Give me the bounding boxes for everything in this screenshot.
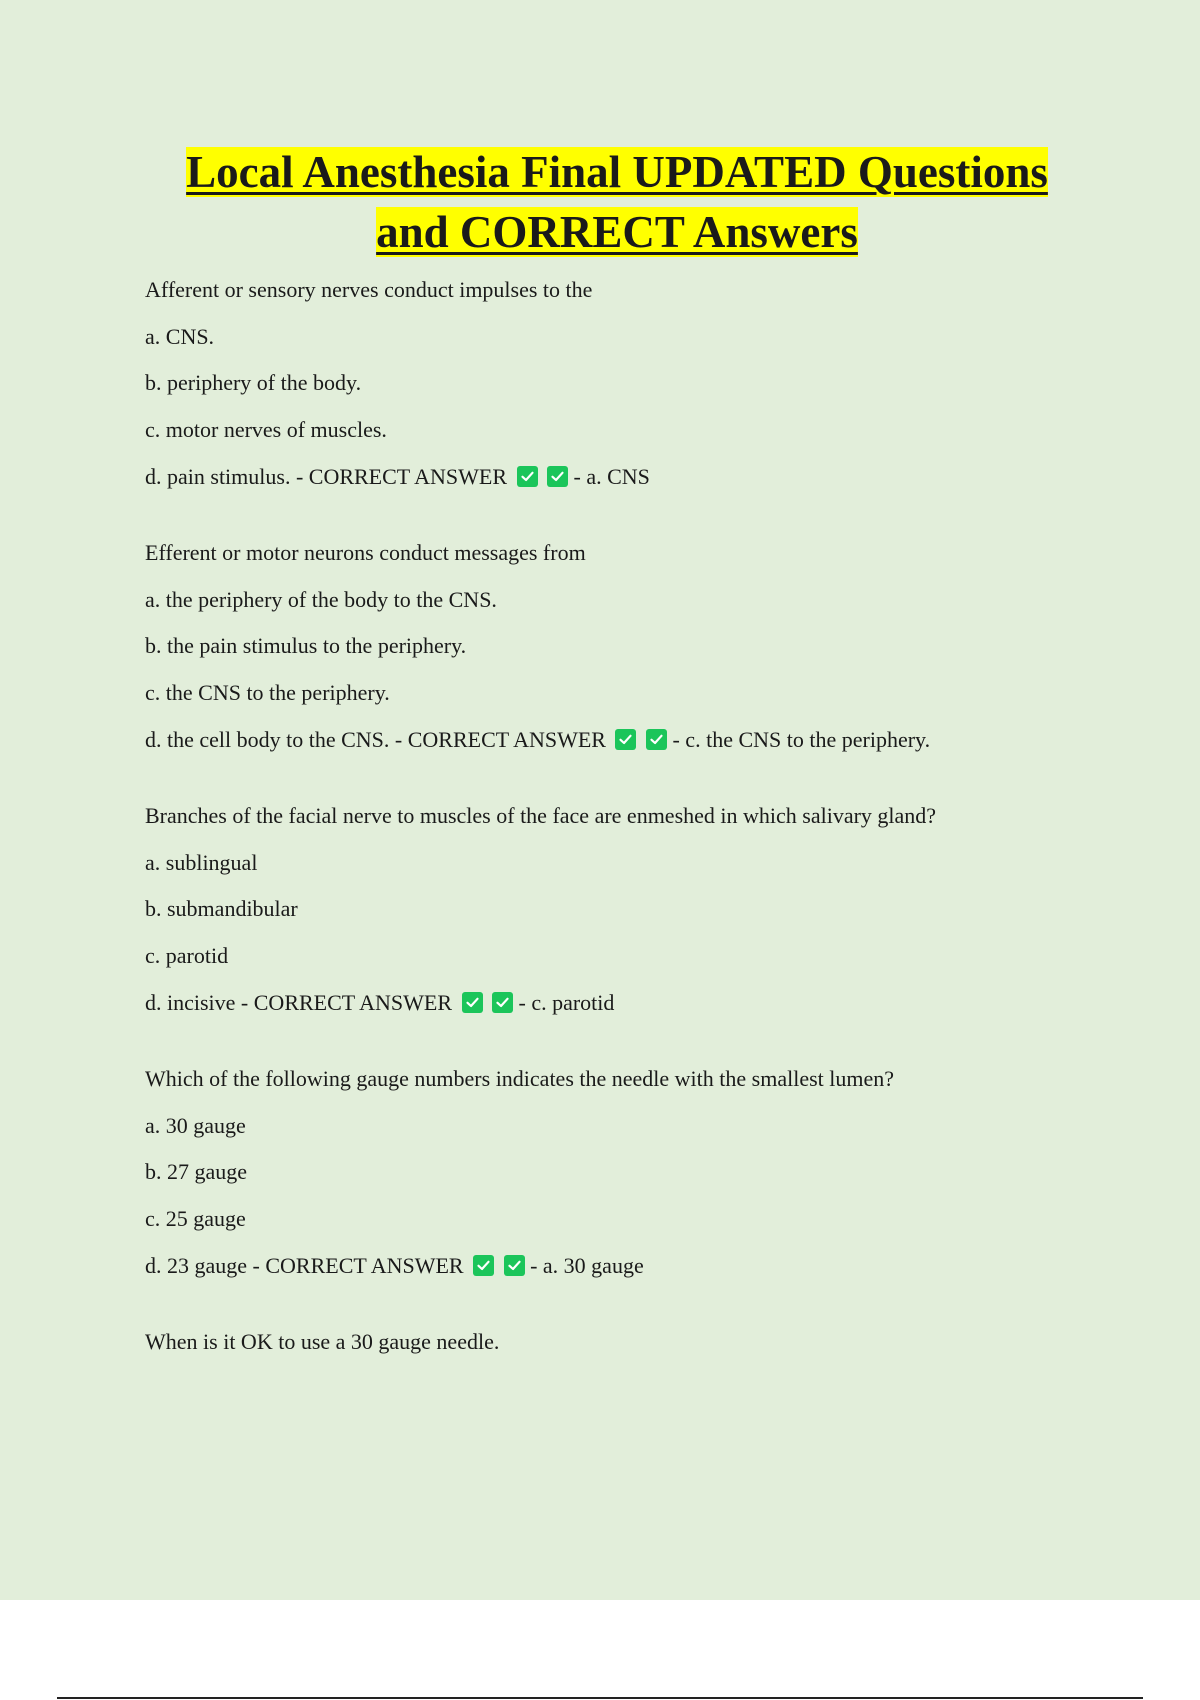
check-mark-icon	[517, 466, 538, 487]
question-stem: When is it OK to use a 30 gauge needle.	[145, 1329, 500, 1354]
option-c: c. parotid	[145, 942, 229, 968]
correct-answer: - a. CNS	[573, 464, 650, 489]
check-mark-icon	[646, 729, 667, 750]
option-a: a. CNS.	[145, 323, 215, 349]
question-stem: Efferent or motor neurons conduct messages from	[145, 540, 586, 565]
question-block	[145, 276, 1065, 492]
check-mark-icon	[462, 992, 483, 1013]
correct-answer: - c. the CNS to the periphery.	[672, 727, 931, 752]
page-title	[0, 142, 1200, 262]
option-b: b. the pain stimulus to the periphery.	[145, 633, 467, 658]
question-stem: Branches of the facial nerve to muscles of the face are enmeshed in which salivary gland?	[145, 803, 937, 828]
option-b: b. submandibular	[145, 896, 298, 921]
option-a: a. sublingual	[145, 849, 258, 875]
option-c: c. 25 gauge	[145, 1205, 246, 1231]
check-mark-icon	[492, 992, 513, 1013]
question-list	[145, 276, 1065, 1402]
question-stem: Afferent or sensory nerves conduct impulses to the	[145, 277, 593, 302]
question-stem: Which of the following gauge numbers indicates the needle with the smallest lumen?	[145, 1066, 895, 1091]
question-block	[145, 539, 1065, 755]
answer-line	[145, 462, 1065, 492]
answer-line	[145, 988, 1065, 1018]
answer-line	[145, 725, 1065, 755]
option-a: a. 30 gauge	[145, 1112, 246, 1138]
check-mark-icon	[504, 1255, 525, 1276]
question-block	[145, 1328, 1065, 1355]
check-mark-icon	[473, 1255, 494, 1276]
option-a: a. the periphery of the body to the CNS.	[145, 586, 497, 612]
page-divider	[57, 1697, 1143, 1699]
option-d: d. pain stimulus. - CORRECT ANSWER	[145, 464, 508, 489]
option-c: c. motor nerves of muscles.	[145, 416, 387, 442]
correct-answer: - c. parotid	[518, 990, 615, 1015]
title-line-1: Local Anesthesia Final UPDATED Questions	[186, 147, 1048, 197]
option-d: d. 23 gauge - CORRECT ANSWER	[145, 1253, 464, 1278]
question-block	[145, 1065, 1065, 1281]
option-d: d. incisive - CORRECT ANSWER	[145, 990, 452, 1015]
check-mark-icon	[547, 466, 568, 487]
option-b: b. 27 gauge	[145, 1159, 248, 1184]
question-block	[145, 802, 1065, 1018]
check-mark-icon	[615, 729, 636, 750]
option-b: b. periphery of the body.	[145, 370, 362, 395]
title-line-2: and CORRECT Answers	[376, 207, 858, 257]
answer-line	[145, 1251, 1065, 1281]
option-d: d. the cell body to the CNS. - CORRECT ANSWER	[145, 727, 606, 752]
option-c: c. the CNS to the periphery.	[145, 679, 390, 705]
correct-answer: - a. 30 gauge	[530, 1253, 644, 1278]
